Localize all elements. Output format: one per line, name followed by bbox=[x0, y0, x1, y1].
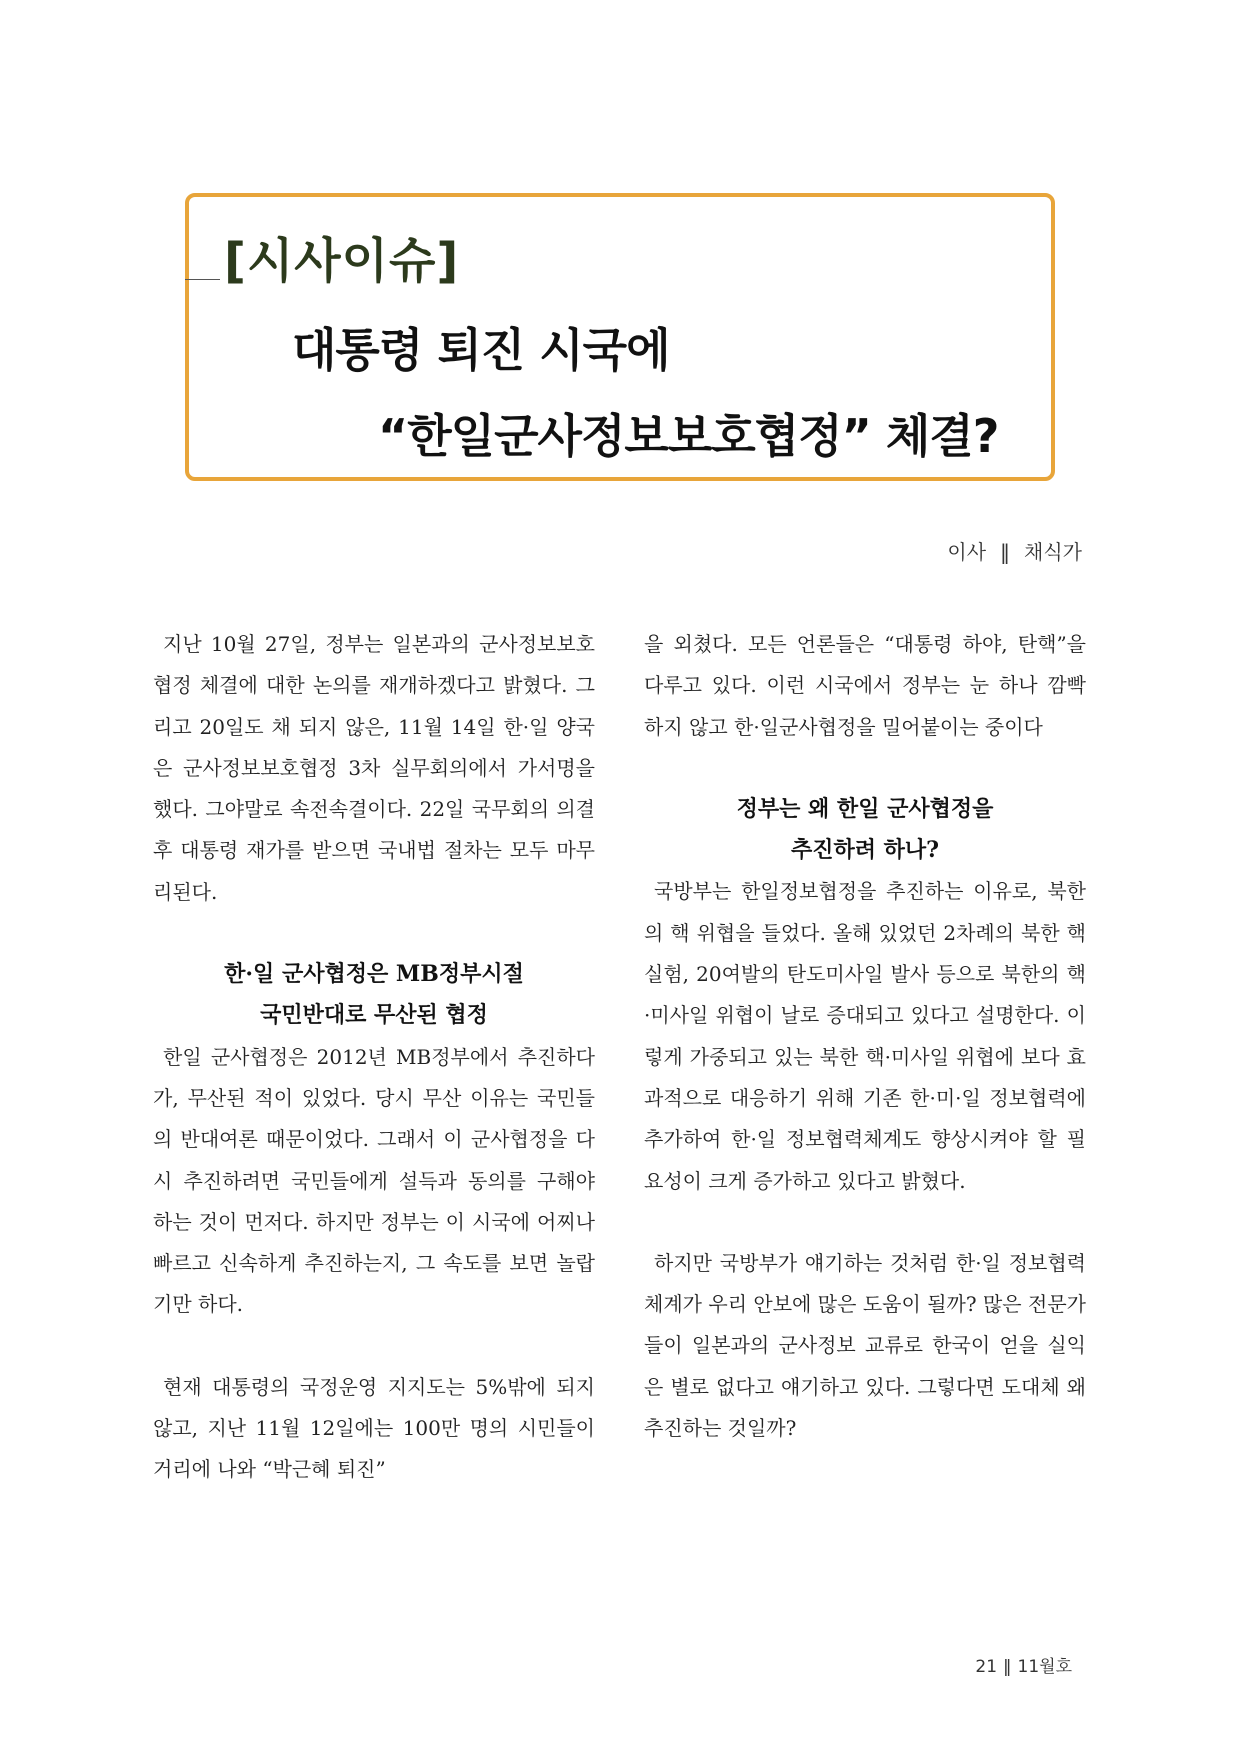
right-paragraph-2: 국방부는 한일정보협정을 추진하는 이유로, 북한의 핵 위협을 들었다. 올해 있었던 2차례의 북한 핵실험, 20여발의 탄도미사일 발사 등으로 북한의 핵·미사일 위협이 날로 증대되고 있다고 설명한다. 이렇게 가중되고 있는 북한 핵·미사일 위협에 보다 효과적으로 대응하기 위해 기존 한·미·일 정보협력에 추가하여 한·일 정보협력체계도 향상시켜야 할 필요성이 크게 증가하고 있다고 밝혔다. bbox=[644, 879, 1086, 1193]
header-rule bbox=[185, 279, 220, 280]
byline bbox=[947, 536, 1082, 565]
left-paragraph-1: 지난 10월 27일, 정부는 일본과의 군사정보보호협정 체결에 대한 논의를 재개하겠다고 밝혔다. 그리고 20일도 채 되지 않은, 11월 14일 한·일 양국은 군사정보보호협정 3차 실무회의에서 가서명을 했다. 그야말로 속전속결이다. 22일 국무회의 의결 후 대통령 재가를 받으면 국내법 절차는 모두 마무리된다. bbox=[153, 632, 595, 904]
title-line-2: “한일군사정보보호협정” 체결? bbox=[378, 409, 999, 463]
section-tag: [시사이슈] bbox=[224, 233, 460, 289]
subhead-2-line-2: 추진하려 하나? bbox=[790, 837, 940, 864]
left-paragraph-3: 현재 대통령의 국정운영 지지도는 5%밖에 되지 않고, 지난 11월 12일에는 100만 명의 시민들이 거리에 나와 “박근혜 퇴진” bbox=[153, 1374, 595, 1482]
subhead-1-line-2: 국민반대로 무산된 협정 bbox=[260, 1002, 488, 1029]
subhead-1-line-1: 한·일 군사협정은 MB정부시절 bbox=[224, 961, 524, 988]
right-column bbox=[644, 624, 1086, 1449]
right-paragraph-1: 을 외쳤다. 모든 언론들은 “대통령 하야, 탄핵”을 다루고 있다. 이런 시국에서 정부는 눈 하나 깜빡 하지 않고 한·일군사협정을 밀어붙이는 중이다 bbox=[644, 632, 1086, 739]
issue-label: 11월호 bbox=[1017, 1657, 1072, 1677]
page-footer bbox=[975, 1652, 1072, 1677]
subhead-2-line-1: 정부는 왜 한일 군사협정을 bbox=[736, 795, 994, 822]
footer-separator: ‖ bbox=[1003, 1657, 1012, 1677]
byline-role: 이사 bbox=[947, 540, 987, 564]
left-paragraph-2: 한일 군사협정은 2012년 MB정부에서 추진하다가, 무산된 적이 있었다. 당시 무산 이유는 국민들의 반대여론 때문이었다. 그래서 이 군사협정을 다시 추진하려면 국민들에게 설득과 동의를 구해야 하는 것이 먼저다. 하지만 정부는 이 시국에 어찌나 빠르고 신속하게 추진하는지, 그 속도를 보면 놀랍기만 하다. bbox=[153, 1044, 595, 1317]
page-number: 21 bbox=[975, 1657, 998, 1677]
title-line-1: 대통령 퇴진 시국에 bbox=[292, 323, 670, 377]
left-column bbox=[153, 624, 595, 1491]
byline-separator: ‖ bbox=[1000, 540, 1011, 564]
byline-author: 채식가 bbox=[1024, 540, 1082, 564]
right-paragraph-3: 하지만 국방부가 얘기하는 것처럼 한·일 정보협력체계가 우리 안보에 많은 도움이 될까? 많은 전문가들이 일본과의 군사정보 교류로 한국이 얻을 실익은 별로 없다고 얘기하고 있다. 그렇다면 도대체 왜 추진하는 것일까? bbox=[644, 1250, 1086, 1441]
